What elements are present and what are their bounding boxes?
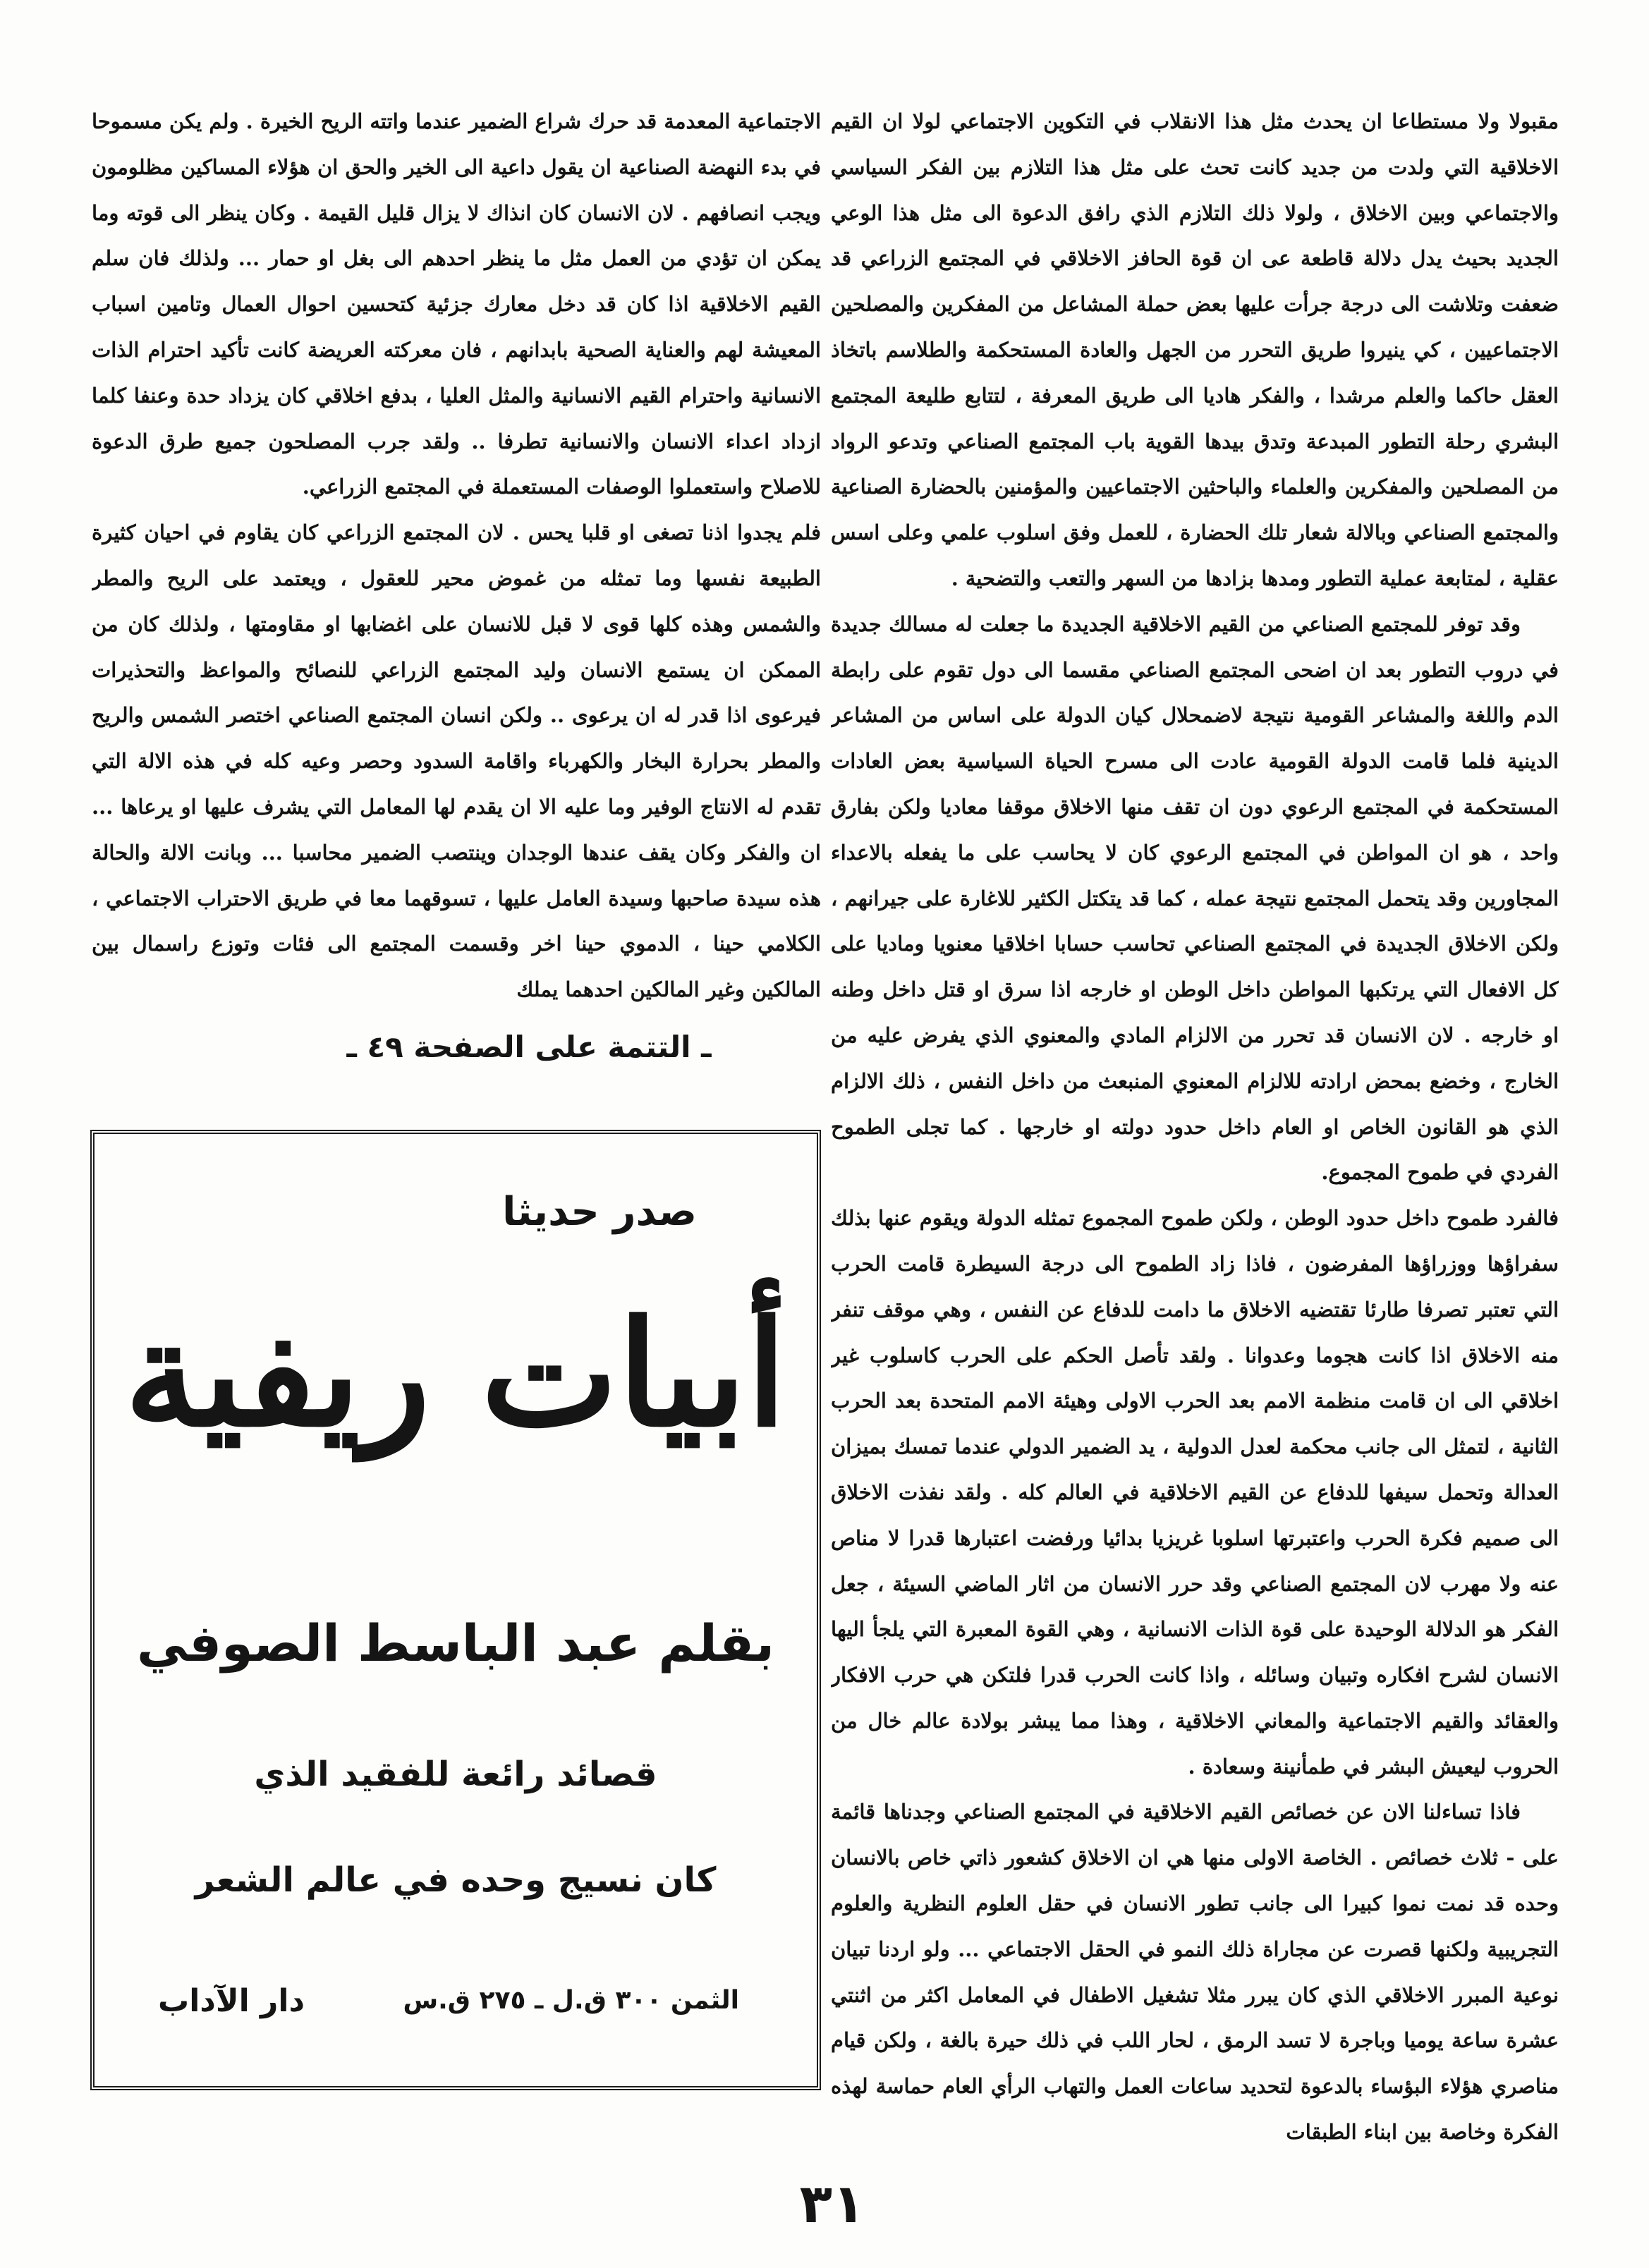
article-column-left — [92, 99, 821, 1037]
article-paragraph: فاذا تساءلنا الان عن خصائص القيم الاخلاقية في المجتمع الصناعي وجدناها قائمة على - ثلاث خصائص . الخاصة الاولى منها هي ان الاخلاق كشعور ذاتي خاص بالانسان وحده قد نمت نموا كبيرا الى جانب تطور الانسان في حقل العلوم النظرية والعلوم التجريبية ولكنها قصرت عن مجاراة ذلك النمو في الحقل الاجتماعي ... ولو اردنا تبيان نوعية المبرر الاخلاقي الذي كان يبرر مثلا تشغيل الاطفال في المعامل اكثر من اثنتي عشرة ساعة يوميا وباجرة لا تسد الرمق ، لحار اللب في ذلك حيرة بالغة ، ولكن قيام مناصري هؤلاء البؤساء بالدعوة لتحديد ساعات العمل والتهاب الرأي العام حماسة لهذه الفكرة وخاصة بين ابناء الطبقات — [831, 1800, 1559, 2145]
article-column-right — [831, 99, 1559, 2221]
ad-price: الثمن ٣٠٠ ق.ل ـ ٢٧٥ ق.س — [403, 1986, 739, 2015]
article-paragraph: مقبولا ولا مستطاعا ان يحدث مثل هذا الانقلاب في التكوين الاجتماعي لولا ان القيم الاخلاقية التي ولدت من جديد كانت تحث على مثل هذا التلازم بين الفكر السياسي والاجتماعي وبين الاخلاق ، ولولا ذلك التلازم الذي رافق الدعوة الى مثل هذا الوعي الجديد بحيث يدل دلالة قاطعة عى ان قوة الحافز الاخلاقي في المجتمع الزراعي قد ضعفت وتلاشت الى درجة جرأت عليها بعض حملة المشاعل من المفكرين والمصلحين الاجتماعيين ، كي ينيروا طريق التحرر من الجهل والعادة المستحكمة والطلاسم باتخاذ العقل حاكما والعلم مرشدا ، والفكر هاديا الى طريق المعرفة ، لتتابع طليعة المجتمع البشري رحلة التطور المبدعة وتدق بيدها القوية باب المجتمع الصناعي وتدعو الرواد من المصلحين والمفكرين والعلماء والباحثين الاجتماعيين والمؤمنين بالحضارة الصناعية والمجتمع الصناعي وبالالة شعار تلك الحضارة ، للعمل وفق اسلوب علمي وعلى اسس عقلية ، لمتابعة عملية التطور ومدها بزادها من السهر والتعب والتضحية . — [831, 109, 1559, 590]
article-paragraph: وقد توفر للمجتمع الصناعي من القيم الاخلاقية الجديدة ما جعلت له مسالك جديدة في دروب التطور بعد ان اضحى المجتمع الصناعي مقسما الى دول تقوم على رابطة الدم واللغة والمشاعر القومية نتيجة لاضمحلال كيان الدولة على اساس من المشاعر الدينية فلما قامت الدولة القومية عادت الى مسرح الحياة السياسية بعض العادات المستحكمة في المجتمع الرعوي دون ان تقف منها الاخلاق موقفا معاديا ولكن بفارق واحد ، هو ان المواطن في المجتمع الرعوي كان لا يحاسب على ما يفعله بالاعداء المجاورين وقد يتحمل المجتمع نتيجة عمله ، كما قد يتكتل الكثير للاغارة على جيرانهم ، ولكن الاخلاق الجديدة في المجتمع الصناعي تحاسب حسابا اخلاقيا معنويا وماديا على كل الافعال التي يرتكبها المواطن داخل الوطن او خارجه اذا سرق او قتل داخل وطنه او خارجه . لان الانسان قد تحرر من الالزام المادي والمعنوي الذي يفرض عليه من الخارج ، وخضع بمحض ارادته للالزام المعنوي المنبعث من داخل النفس ، ذلك الالزام الذي هو القانون الخاص او العام داخل حدود دولته او خارجها . كما تجلى الطموح الفردي في طموح المجموع. — [831, 611, 1559, 1185]
article-paragraph: الاجتماعية المعدمة قد حرك شراع الضمير عندما واتته الريح الخيرة . ولم يكن مسموحا في بدء النهضة الصناعية ان يقول داعية الى الخير والحق ان هؤلاء المساكين مظلومون ويجب انصافهم . لان الانسان كان انذاك لا يزال قليل القيمة . وكان ينظر الى قوته وما يمكن ان تؤدي من العمل مثل ما ينظر احدهم الى بغل او حمار ... ولذلك فان سلم القيم الاخلاقية اذا كان قد دخل معارك جزئية كتحسين احوال العمال وتامين اسباب المعيشة لهم والعناية الصحية بابدانهم ، فان معركته العريضة كانت تأكيد احترام الذات الانسانية واحترام القيم الانسانية والمثل العليا ، بدفع اخلاقي كان يزداد حدة وعنفا كلما ازداد اعداء الانسان والانسانية تطرفا .. ولقد جرب المصلحون جميع طرق الدعوة للاصلاح واستعملوا الوصفات المستعملة في المجتمع الزراعي. — [92, 109, 821, 499]
continuation-note: ـ التتمة على الصفحة ٤٩ ـ — [346, 1030, 712, 1064]
ad-publisher: دار الآداب — [158, 1983, 305, 2019]
ad-subtitle: قصائد رائعة للفقيد الذي — [254, 1755, 657, 1794]
ad-subtitle: كان نسيج وحده في عالم الشعر — [195, 1860, 717, 1900]
ad-author: بقلم عبد الباسط الصوفي — [137, 1614, 774, 1673]
ad-kicker: صدر حديثا — [502, 1189, 697, 1235]
ad-book-title: أبيات ريفية — [124, 1288, 787, 1459]
page-number: ٣١ — [799, 2172, 865, 2235]
article-paragraph: فلم يجدوا اذنا تصغى او قلبا يحس . لان المجتمع الزراعي كان يقاوم في احيان كثيرة الطبيعة نفسها وما تمثله من غموض محير للعقول ، ويعتمد على الريح والمطر والشمس وهذه كلها قوى لا قبل للانسان على اغضابها او مقاومتها ، ولذلك كان من الممكن ان يستمع الانسان وليد المجتمع الزراعي للنصائح والمواعظ والتحذيرات فيرعوى اذا قدر له ان يرعوى .. ولكن انسان المجتمع الصناعي اختصر الشمس والريح والمطر بحرارة البخار والكهرباء واقامة السدود وحصر وعيه كله في هذه الالة التي تقدم له الانتاج الوفير وما عليه الا ان يقدم لها المعامل التي يشرف عليها او يرعاها ... ان والفكر وكان يقف عندها الوجدان وينتصب الضمير محاسبا ... وبانت الالة والحالة هذه سيدة صاحبها وسيدة العامل عليها ، تسوقهما معا في طريق الاحتراب الاجتماعي ، الكلامي حينا ، الدموي حينا اخر وقسمت المجتمع الى فئات وتوزع راسمال بين المالكين وغير المالكين احدهما يملك — [92, 520, 821, 1002]
book-advertisement — [90, 1130, 821, 2090]
article-paragraph: فالفرد طموح داخل حدود الوطن ، ولكن طموح المجموع تمثله الدولة ويقوم عنها بذلك سفراؤها ووزراؤها المفرضون ، فاذا زاد الطموح الى درجة السيطرة قامت الحرب التي تعتبر تصرفا طارئا تقتضيه الاخلاق ما دامت للدفاع عن النفس ، وهي موقف تنفر منه الاخلاق اذا كانت هجوما وعدوانا . ولقد تأصل الحكم على الحرب كاسلوب غير اخلاقي الى ان قامت منظمة الامم بعد الحرب الاولى وهيئة الامم المتحدة بعد الحرب الثانية ، لتمثل الى جانب محكمة لعدل الدولية ، يد الضمير الدولي عندما تمسك بميزان العدالة وتحمل سيفها للدفاع عن القيم الاخلاقية في العالم كله . ولقد نفذت الاخلاق الى صميم فكرة الحرب واعتبرتها اسلوبا غريزيا بدائيا ورفضت اعتبارها قدرا لا مناص عنه ولا مهرب لان المجتمع الصناعي وقد حرر الانسان من اثار الماضي السيئة ، جعل الفكر هو الدلالة الوحيدة على قوة الذات الانسانية ، وهي القوة المعبرة التي يلجأ اليها الانسان لشرح افكاره وتبيان وسائله ، واذا كانت الحرب قدرا فلتكن هي حرب الافكار والعقائد والقيم الاجتماعية والمعاني الاخلاقية ، وهذا مما يبشر بولادة عالم خال من الحروب ليعيش البشر في طمأنينة وسعادة . — [831, 1206, 1559, 1779]
